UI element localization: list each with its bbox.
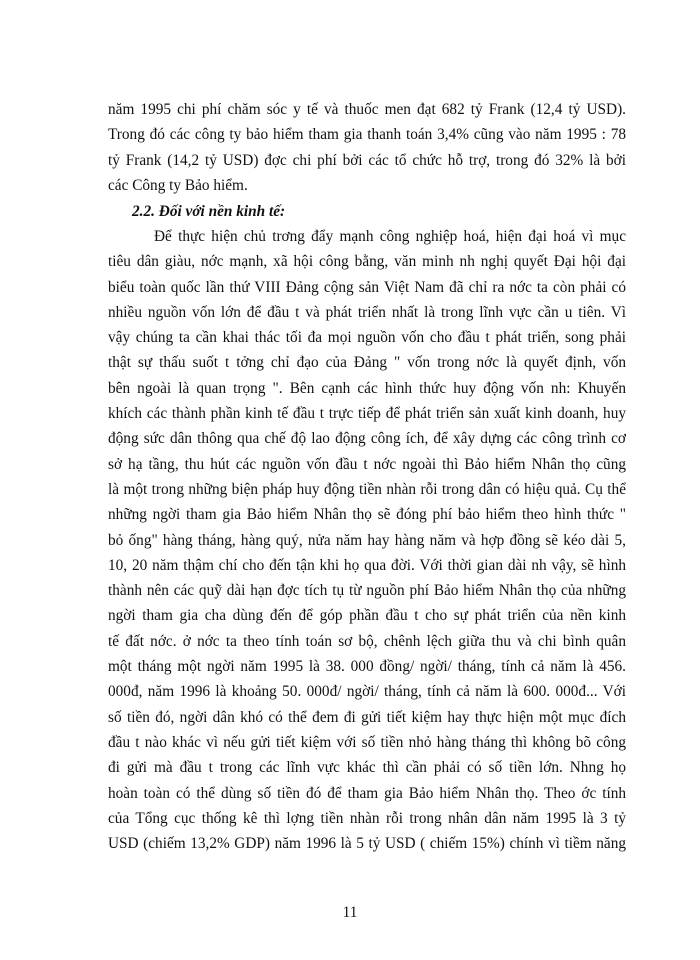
paragraph-line: 000đ, năm 1996 là khoảng 50. 000đ/ ngời/ tháng, tính cả năm là 600. 000đ... Với: [108, 683, 626, 701]
paragraph-line: thành nên các quỹ dài hạn đợc tích tụ từ nguồn phí Bảo hiểm Nhân thọ của những: [108, 582, 626, 600]
paragraph-line: 10, 20 năm thậm chí cho đến tận khi họ qua đời. Với thời gian dài nh vậy, sẽ hình: [108, 556, 626, 574]
paragraph-line: đầu t nào khác vì nếu gửi tiết kiệm với số tiền nhỏ hàng tháng thì không bõ công: [108, 733, 626, 751]
paragraph-line: nhiều nguồn vốn lớn để đầu t và phát triển nhất là trong lĩnh vực cần u tiên. Vì: [108, 303, 626, 321]
paragraph-line: tế đất nớc. ở nớc ta theo tính toán sơ bộ, chênh lệch giữa thu và chi bình quân: [108, 632, 626, 650]
paragraph-line: của Tổng cục thống kê thì lợng tiền nhàn rỗi trong nhân dân năm 1995 là 3 tỷ: [108, 809, 626, 827]
paragraph-line: tỷ Frank (14,2 tỷ USD) đợc chi phí bởi các tổ chức hỗ trợ, trong đó 32% là bởi: [108, 151, 626, 169]
paragraph-main: [108, 224, 626, 856]
paragraph-line: sở hạ tầng, thu hút các nguồn vốn đầu t nớc ngoài thì Bảo hiểm Nhân thọ cũng: [108, 455, 626, 473]
paragraph-line: là một trong những biện pháp huy động tiền nhàn rỗi trong dân có hiệu quả. Cụ thể: [108, 480, 626, 498]
paragraph-line: động sức dân thông qua chế độ lao động công ích, để xây dựng các công trình cơ: [108, 430, 626, 448]
paragraph-line: hoàn toàn có thể dùng số tiền đó để tham gia Bảo hiểm Nhân thọ. Theo ớc tính: [108, 784, 626, 802]
section-heading: 2.2. Đối với nền kinh tế:: [132, 203, 286, 220]
paragraph-line: một tháng một ngời năm 1995 là 38. 000 đồng/ ngời/ tháng, tính cả năm là 456.: [108, 658, 626, 676]
paragraph-line: các Công ty Bảo hiểm.: [108, 176, 248, 194]
paragraph-line: biểu toàn quốc lần thứ VIII Đảng cộng sản Việt Nam đã chỉ ra nớc ta còn phải có: [108, 278, 626, 296]
paragraph-line: đi gửi mà đầu t trong các lĩnh vực khác thì cần phải có số tiền lớn. Nhng họ: [108, 759, 626, 777]
paragraph-line: USD (chiếm 13,2% GDP) năm 1996 là 5 tỷ USD ( chiếm 15%) chính vì tiềm năng: [108, 835, 626, 853]
paragraph-line: Để thực hiện chủ trơng đẩy mạnh công nghiệp hoá, hiện đại hoá vì mục: [154, 228, 626, 245]
paragraph-line: năm 1995 chi phí chăm sóc y tế và thuốc men đạt 682 tỷ Frank (12,4 tỷ USD).: [108, 101, 626, 118]
paragraph-top: [108, 97, 626, 198]
paragraph-line: số tiền đó, ngời dân khó có thể đem đi gửi tiết kiệm hay thực hiện một mục đích: [108, 708, 626, 726]
paragraph-line: thật sự thấu suốt t tởng chỉ đạo của Đảng " vốn trong nớc là quyết định, vốn: [108, 354, 626, 372]
paragraph-line: vậy chúng ta cần khai thác tối đa mọi nguồn vốn cho đầu t phát triển, song phải: [108, 329, 626, 347]
paragraph-line: những ngời tham gia Bảo hiểm Nhân thọ sẽ đóng phí bảo hiểm theo hình thức ": [108, 506, 626, 524]
paragraph-line: bên ngoài là quan trọng ". Bên cạnh các hình thức huy động vốn nh: Khuyến: [108, 379, 626, 397]
paragraph-line: tiêu dân giàu, nớc mạnh, xã hội công bằng, văn minh nh nghị quyết Đại hội đại: [108, 253, 626, 271]
paragraph-line: ngời tham gia cha dùng đến để góp phần đầu t cho sự phát triển của nền kinh: [108, 607, 626, 625]
page-number: 11: [342, 904, 358, 921]
paragraph-line: Trong đó các công ty bảo hiểm tham gia thanh toán 3,4% cũng vào năm 1995 : 78: [108, 126, 626, 144]
paragraph-line: bỏ ống" hàng tháng, hàng quý, nửa năm hay hàng năm và hợp đồng sẽ kéo dài 5,: [108, 531, 626, 549]
paragraph-line: khích các thành phần kinh tế đầu t trực tiếp để phát triển sản xuất kinh doanh, huy: [108, 405, 626, 423]
